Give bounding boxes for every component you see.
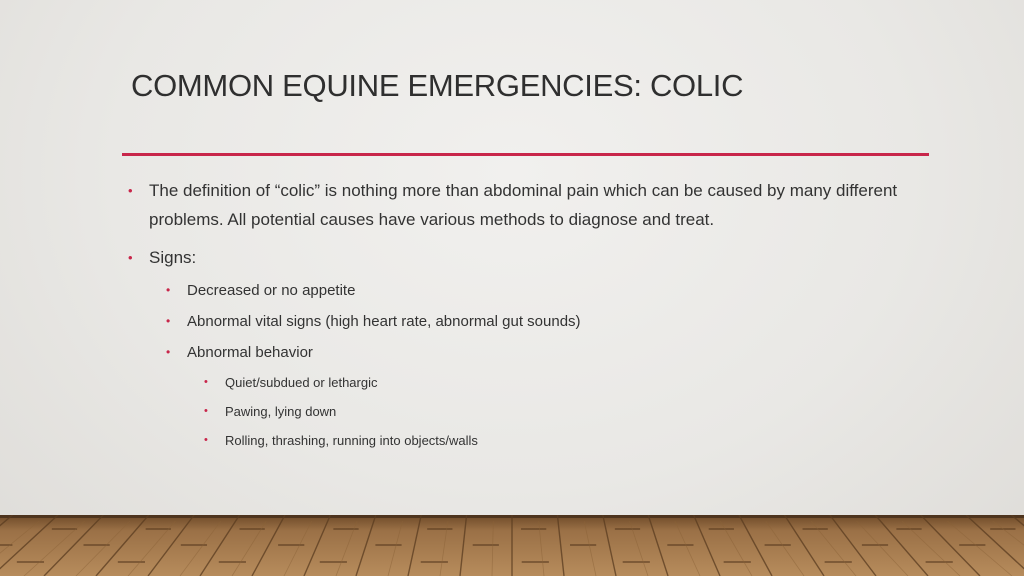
bullet-text: Rolling, thrashing, running into objects/walls — [225, 433, 478, 448]
bullet-icon: • — [128, 183, 133, 198]
sub-bullet-appetite — [166, 275, 918, 306]
sub-sub-bullet-pawing — [204, 397, 918, 426]
sub-bullet-vital-signs — [166, 306, 918, 337]
bullet-icon: • — [204, 434, 208, 446]
bullet-text: Abnormal behavior — [187, 344, 313, 361]
sub-sub-bullet-quiet — [204, 368, 918, 397]
slide-body — [128, 176, 918, 455]
title-divider — [122, 153, 929, 156]
bullet-icon: • — [128, 250, 133, 265]
bullet-text: Abnormal vital signs (high heart rate, abnormal gut sounds) — [187, 313, 581, 330]
bullet-text: Signs: — [149, 248, 197, 267]
bullet-icon: • — [166, 345, 171, 359]
bullet-text: Decreased or no appetite — [187, 282, 356, 299]
bullet-text: The definition of “colic” is nothing more than abdominal pain which can be caused by many different problems. All potential causes have various methods to diagnose and treat. — [149, 181, 898, 229]
slide-title: COMMON EQUINE EMERGENCIES: COLIC — [131, 68, 744, 103]
bullet-icon: • — [204, 405, 208, 417]
bullet-icon: • — [166, 314, 171, 328]
bullet-signs — [128, 243, 918, 272]
sub-bullet-behavior — [166, 337, 918, 368]
bullet-icon: • — [166, 283, 171, 297]
wooden-floor-graphic — [0, 515, 1024, 576]
sub-sub-bullet-rolling — [204, 426, 918, 455]
bullet-icon: • — [204, 376, 208, 388]
bullet-text: Quiet/subdued or lethargic — [225, 375, 378, 390]
wooden-floor — [0, 515, 1024, 576]
bullet-text: Pawing, lying down — [225, 404, 337, 419]
bullet-colic-definition — [128, 176, 918, 234]
